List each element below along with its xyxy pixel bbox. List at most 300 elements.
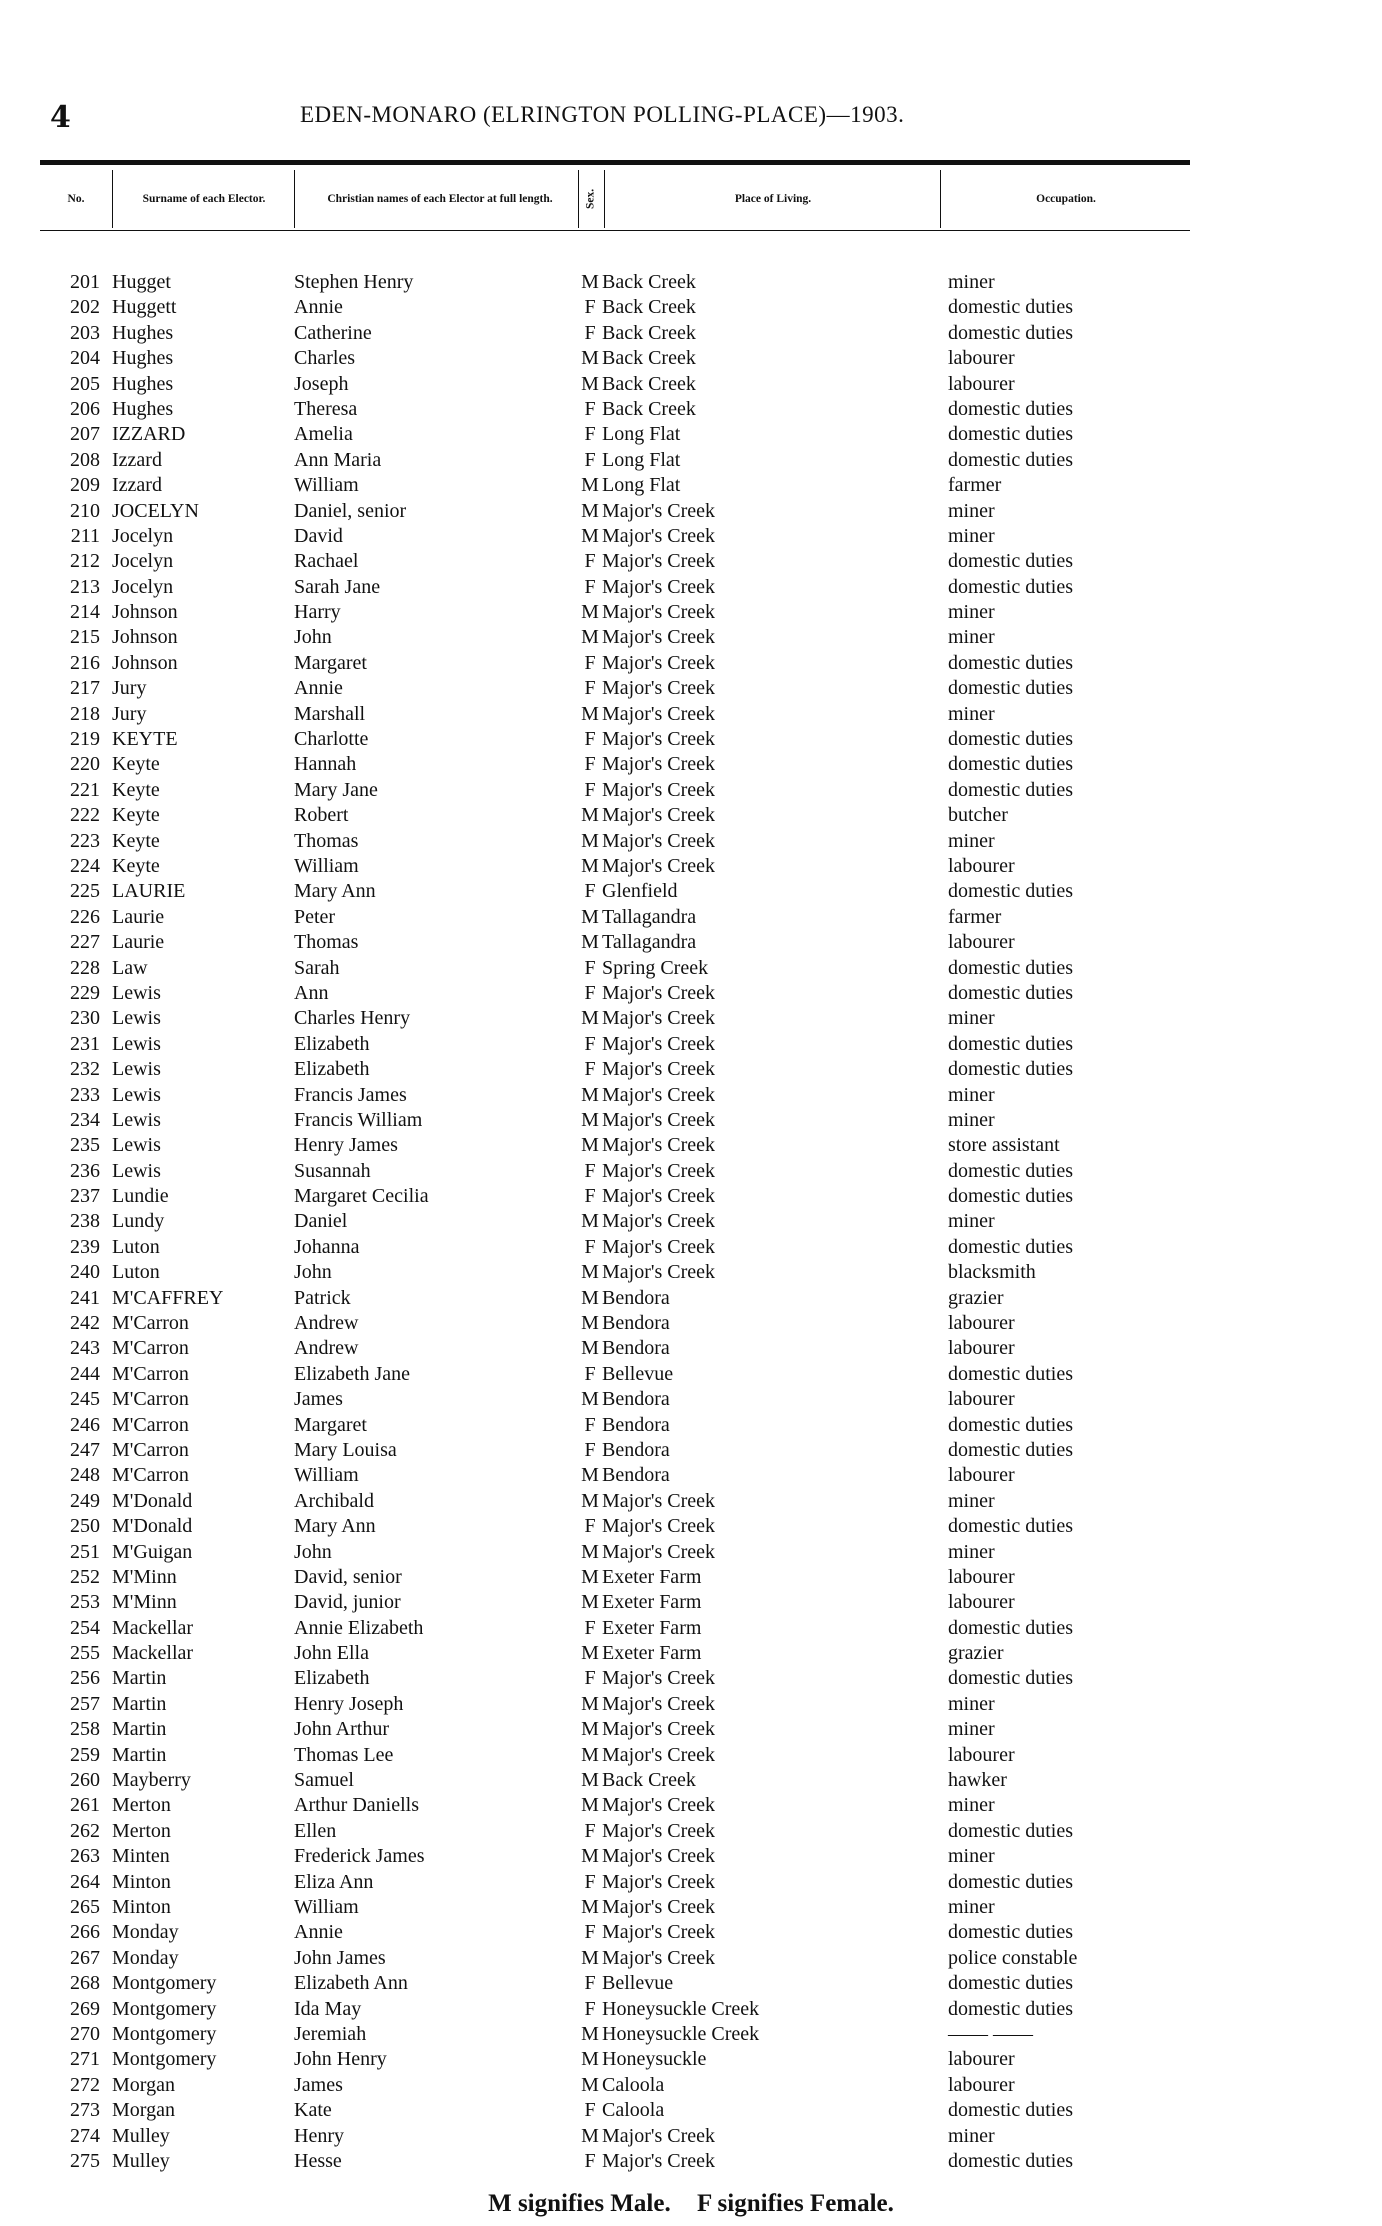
elector-sex: F bbox=[584, 296, 596, 319]
elector-christian-names: Sarah Jane bbox=[294, 575, 381, 598]
legend-male: M signifies Male. bbox=[488, 2190, 671, 2217]
elector-occupation: domestic duties bbox=[948, 296, 1073, 319]
elector-number: 217 bbox=[70, 677, 100, 700]
elector-surname: Johnson bbox=[112, 651, 178, 674]
elector-surname: Mayberry bbox=[112, 1769, 191, 1792]
electors-list bbox=[40, 270, 1190, 2174]
table-row bbox=[40, 981, 1190, 1006]
elector-christian-names: Mary Ann bbox=[294, 1515, 376, 1538]
elector-occupation: labourer bbox=[948, 2048, 1015, 2071]
elector-place-of-living: Spring Creek bbox=[602, 956, 709, 979]
elector-surname: Monday bbox=[112, 1921, 179, 1944]
elector-place-of-living: Major's Creek bbox=[602, 804, 716, 827]
elector-place-of-living: Major's Creek bbox=[602, 601, 716, 624]
elector-place-of-living: Back Creek bbox=[602, 347, 696, 370]
elector-surname: M'Donald bbox=[112, 1489, 193, 1512]
table-row bbox=[40, 1133, 1190, 1158]
table-row bbox=[40, 1692, 1190, 1717]
elector-occupation: domestic duties bbox=[948, 1972, 1073, 1995]
table-row bbox=[40, 778, 1190, 803]
elector-sex: F bbox=[584, 1921, 596, 1944]
elector-sex: M bbox=[581, 1540, 599, 1563]
elector-number: 259 bbox=[70, 1743, 100, 1766]
elector-place-of-living: Major's Creek bbox=[602, 1845, 716, 1868]
elector-place-of-living: Major's Creek bbox=[602, 1896, 716, 1918]
elector-christian-names: Francis William bbox=[294, 1108, 423, 1131]
elector-christian-names: Johanna bbox=[294, 1235, 360, 1258]
elector-place-of-living: Major's Creek bbox=[602, 829, 716, 852]
elector-number: 271 bbox=[70, 2048, 100, 2071]
elector-number: 232 bbox=[70, 1058, 100, 1081]
elector-occupation: domestic duties bbox=[948, 677, 1073, 700]
elector-sex: M bbox=[581, 1337, 599, 1360]
table-row bbox=[40, 473, 1190, 498]
elector-christian-names: Ann Maria bbox=[294, 448, 382, 471]
elector-sex: F bbox=[584, 1032, 596, 1055]
elector-number: 215 bbox=[70, 626, 100, 649]
elector-number: 231 bbox=[70, 1032, 100, 1055]
elector-place-of-living: Major's Creek bbox=[602, 728, 716, 751]
elector-sex: F bbox=[584, 753, 596, 776]
elector-sex: M bbox=[581, 829, 599, 852]
elector-place-of-living: Major's Creek bbox=[602, 1032, 716, 1055]
table-row bbox=[40, 295, 1190, 320]
elector-number: 239 bbox=[70, 1235, 100, 1258]
page-number: 4 bbox=[50, 100, 71, 135]
table-row bbox=[40, 1844, 1190, 1869]
table-row bbox=[40, 1463, 1190, 1488]
elector-surname: M'Minn bbox=[112, 1565, 177, 1588]
elector-christian-names: David, junior bbox=[294, 1591, 401, 1614]
table-row bbox=[40, 1514, 1190, 1539]
elector-number: 260 bbox=[70, 1769, 100, 1792]
elector-number: 227 bbox=[70, 931, 100, 954]
elector-surname: Jocelyn bbox=[112, 524, 174, 547]
elector-surname: M'Minn bbox=[112, 1591, 177, 1614]
elector-place-of-living: Major's Creek bbox=[602, 1946, 716, 1969]
elector-christian-names: Thomas bbox=[294, 931, 359, 954]
elector-occupation: domestic duties bbox=[948, 1616, 1073, 1639]
table-row bbox=[40, 1387, 1190, 1412]
elector-occupation: miner bbox=[948, 1083, 995, 1106]
elector-christian-names: Hannah bbox=[294, 753, 357, 776]
table-row bbox=[40, 1032, 1190, 1057]
column-header-surname: Surname of each Elector. bbox=[142, 192, 266, 205]
elector-sex: F bbox=[584, 1515, 596, 1538]
elector-occupation: labourer bbox=[948, 347, 1015, 370]
elector-place-of-living: Major's Creek bbox=[602, 1921, 716, 1944]
elector-place-of-living: Major's Creek bbox=[602, 1210, 716, 1233]
elector-occupation: blacksmith bbox=[948, 1261, 1036, 1284]
elector-surname: Minton bbox=[112, 1870, 171, 1893]
elector-place-of-living: Bendora bbox=[602, 1337, 670, 1360]
elector-sex: M bbox=[581, 1565, 599, 1588]
table-row bbox=[40, 1209, 1190, 1234]
elector-number: 236 bbox=[70, 1159, 100, 1182]
elector-sex: M bbox=[581, 1489, 599, 1512]
table-row bbox=[40, 1083, 1190, 1108]
elector-sex: M bbox=[581, 626, 599, 649]
elector-occupation: domestic duties bbox=[948, 1921, 1073, 1944]
elector-number: 240 bbox=[70, 1261, 100, 1284]
elector-surname: Mulley bbox=[112, 2149, 170, 2172]
table-row bbox=[40, 2098, 1190, 2123]
elector-christian-names: James bbox=[294, 1388, 343, 1411]
elector-christian-names: John bbox=[294, 626, 332, 649]
elector-number: 224 bbox=[70, 854, 100, 877]
elector-occupation: labourer bbox=[948, 2073, 1015, 2096]
table-row bbox=[40, 1540, 1190, 1565]
elector-occupation: labourer bbox=[948, 1464, 1015, 1487]
elector-occupation: domestic duties bbox=[948, 321, 1073, 344]
elector-surname: Martin bbox=[112, 1667, 167, 1690]
elector-place-of-living: Major's Creek bbox=[602, 550, 716, 573]
elector-occupation: domestic duties bbox=[948, 397, 1073, 420]
elector-christian-names: David, senior bbox=[294, 1565, 402, 1588]
elector-christian-names: Thomas bbox=[294, 829, 359, 852]
elector-place-of-living: Major's Creek bbox=[602, 651, 716, 674]
elector-number: 253 bbox=[70, 1591, 100, 1614]
elector-sex: F bbox=[584, 677, 596, 700]
elector-sex: M bbox=[581, 1896, 599, 1918]
elector-surname: Keyte bbox=[112, 804, 160, 827]
elector-sex: F bbox=[584, 321, 596, 344]
elector-occupation: domestic duties bbox=[948, 1159, 1073, 1182]
elector-christian-names: Annie bbox=[294, 1921, 343, 1944]
elector-sex: F bbox=[584, 550, 596, 573]
elector-surname: Jury bbox=[112, 702, 147, 725]
elector-christian-names: Mary Jane bbox=[294, 778, 378, 801]
elector-place-of-living: Caloola bbox=[602, 2073, 665, 2096]
elector-occupation: domestic duties bbox=[948, 1362, 1073, 1385]
elector-surname: Lundy bbox=[112, 1210, 165, 1233]
elector-christian-names: Elizabeth Jane bbox=[294, 1362, 411, 1385]
elector-number: 229 bbox=[70, 981, 100, 1004]
elector-sex: M bbox=[581, 1286, 599, 1309]
table-row bbox=[40, 1793, 1190, 1818]
elector-place-of-living: Bendora bbox=[602, 1464, 670, 1487]
elector-number: 266 bbox=[70, 1921, 100, 1944]
elector-occupation: domestic duties bbox=[948, 1185, 1073, 1208]
elector-surname: Law bbox=[112, 956, 148, 979]
elector-christian-names: Henry bbox=[294, 2124, 344, 2147]
elector-place-of-living: Bendora bbox=[602, 1286, 670, 1309]
elector-sex: F bbox=[584, 1185, 596, 1208]
elector-number: 267 bbox=[70, 1946, 100, 1969]
elector-place-of-living: Major's Creek bbox=[602, 1515, 716, 1538]
elector-sex: F bbox=[584, 981, 596, 1004]
elector-number: 212 bbox=[70, 550, 100, 573]
elector-surname: Morgan bbox=[112, 2099, 175, 2122]
elector-surname: Martin bbox=[112, 1743, 167, 1766]
table-row bbox=[40, 879, 1190, 904]
elector-christian-names: Sarah bbox=[294, 956, 340, 979]
elector-christian-names: Patrick bbox=[294, 1286, 351, 1309]
elector-number: 213 bbox=[70, 575, 100, 598]
elector-place-of-living: Glenfield bbox=[602, 880, 678, 903]
elector-place-of-living: Major's Creek bbox=[602, 1235, 716, 1258]
elector-occupation: miner bbox=[948, 524, 995, 547]
elector-sex: F bbox=[584, 1819, 596, 1842]
elector-place-of-living: Major's Creek bbox=[602, 981, 716, 1004]
elector-surname: Montgomery bbox=[112, 2048, 217, 2071]
elector-surname: Izzard bbox=[112, 474, 162, 497]
elector-surname: Lewis bbox=[112, 1159, 161, 1182]
table-row bbox=[40, 1286, 1190, 1311]
elector-christian-names: Catherine bbox=[294, 321, 372, 344]
elector-surname: Martin bbox=[112, 1692, 167, 1715]
elector-number: 258 bbox=[70, 1718, 100, 1741]
elector-surname: Minton bbox=[112, 1896, 171, 1918]
elector-occupation: miner bbox=[948, 1210, 995, 1233]
elector-christian-names: Daniel, senior bbox=[294, 499, 407, 522]
elector-number: 242 bbox=[70, 1312, 100, 1335]
elector-occupation: domestic duties bbox=[948, 2149, 1073, 2172]
elector-christian-names: Archibald bbox=[294, 1489, 374, 1512]
elector-place-of-living: Major's Creek bbox=[602, 1540, 716, 1563]
elector-place-of-living: Tallagandra bbox=[602, 905, 697, 928]
elector-sex: F bbox=[584, 1438, 596, 1461]
elector-sex: M bbox=[581, 905, 599, 928]
elector-sex: M bbox=[581, 372, 599, 395]
column-divider bbox=[940, 170, 941, 228]
elector-surname: M'Carron bbox=[112, 1337, 189, 1360]
column-header-no: No. bbox=[67, 192, 85, 205]
elector-number: 257 bbox=[70, 1692, 100, 1715]
elector-number: 209 bbox=[70, 474, 100, 497]
elector-surname: M'Carron bbox=[112, 1388, 189, 1411]
elector-occupation: domestic duties bbox=[948, 1058, 1073, 1081]
elector-occupation: miner bbox=[948, 1794, 995, 1817]
elector-occupation: miner bbox=[948, 1540, 995, 1563]
table-row bbox=[40, 1819, 1190, 1844]
elector-surname: KEYTE bbox=[112, 728, 178, 751]
elector-place-of-living: Major's Creek bbox=[602, 778, 716, 801]
elector-christian-names: David bbox=[294, 524, 343, 547]
elector-place-of-living: Bellevue bbox=[602, 1972, 674, 1995]
elector-surname: Montgomery bbox=[112, 1997, 217, 2020]
elector-christian-names: John Arthur bbox=[294, 1718, 389, 1741]
elector-occupation: domestic duties bbox=[948, 778, 1073, 801]
elector-place-of-living: Long Flat bbox=[602, 474, 681, 497]
elector-surname: Hughes bbox=[112, 347, 174, 370]
elector-surname: Huggett bbox=[112, 296, 177, 319]
elector-surname: Hughes bbox=[112, 397, 174, 420]
elector-number: 261 bbox=[70, 1794, 100, 1817]
elector-number: 201 bbox=[70, 271, 100, 293]
elector-occupation: domestic duties bbox=[948, 728, 1073, 751]
elector-surname: Johnson bbox=[112, 601, 178, 624]
elector-number: 228 bbox=[70, 956, 100, 979]
elector-sex: F bbox=[584, 651, 596, 674]
elector-place-of-living: Major's Creek bbox=[602, 575, 716, 598]
elector-christian-names: Andrew bbox=[294, 1337, 359, 1360]
elector-number: 216 bbox=[70, 651, 100, 674]
table-row bbox=[40, 905, 1190, 930]
elector-christian-names: Andrew bbox=[294, 1312, 359, 1335]
elector-occupation: store assistant bbox=[948, 1134, 1060, 1157]
elector-place-of-living: Back Creek bbox=[602, 296, 696, 319]
elector-number: 211 bbox=[70, 524, 100, 547]
elector-surname: Keyte bbox=[112, 778, 160, 801]
elector-number: 219 bbox=[70, 728, 100, 751]
table-row bbox=[40, 372, 1190, 397]
column-header-sex: Sex. bbox=[584, 188, 597, 210]
elector-occupation: miner bbox=[948, 601, 995, 624]
table-row bbox=[40, 1006, 1190, 1031]
table-row bbox=[40, 1870, 1190, 1895]
elector-occupation: domestic duties bbox=[948, 956, 1073, 979]
elector-sex: M bbox=[581, 1312, 599, 1335]
elector-christian-names: Kate bbox=[294, 2099, 332, 2122]
elector-occupation: domestic duties bbox=[948, 1870, 1073, 1893]
elector-occupation: domestic duties bbox=[948, 1032, 1073, 1055]
table-row bbox=[40, 1971, 1190, 1996]
footer-legend bbox=[0, 2190, 1382, 2218]
elector-sex: F bbox=[584, 2149, 596, 2172]
elector-sex: M bbox=[581, 804, 599, 827]
elector-christian-names: Harry bbox=[294, 601, 341, 624]
elector-sex: M bbox=[581, 2022, 599, 2045]
elector-occupation: miner bbox=[948, 829, 995, 852]
elector-number: 250 bbox=[70, 1515, 100, 1538]
elector-sex: F bbox=[584, 1159, 596, 1182]
elector-surname: Mackellar bbox=[112, 1616, 194, 1639]
legend-female: F signifies Female. bbox=[696, 2190, 894, 2217]
elector-number: 221 bbox=[70, 778, 100, 801]
elector-surname: M'Carron bbox=[112, 1413, 189, 1436]
elector-place-of-living: Bellevue bbox=[602, 1362, 674, 1385]
elector-sex: M bbox=[581, 1743, 599, 1766]
elector-sex: M bbox=[581, 1718, 599, 1741]
table-row bbox=[40, 422, 1190, 447]
elector-surname: LAURIE bbox=[112, 880, 186, 903]
elector-surname: Lewis bbox=[112, 1108, 161, 1131]
table-row bbox=[40, 1768, 1190, 1793]
elector-surname: Hughes bbox=[112, 372, 174, 395]
elector-occupation: domestic duties bbox=[948, 1438, 1073, 1461]
elector-place-of-living: Major's Creek bbox=[602, 2124, 716, 2147]
elector-surname: Jocelyn bbox=[112, 550, 174, 573]
elector-place-of-living: Major's Creek bbox=[602, 1718, 716, 1741]
elector-christian-names: Eliza Ann bbox=[294, 1870, 374, 1893]
elector-christian-names: John Ella bbox=[294, 1642, 369, 1665]
table-row bbox=[40, 1616, 1190, 1641]
elector-place-of-living: Major's Creek bbox=[602, 1794, 716, 1817]
elector-surname: IZZARD bbox=[112, 423, 186, 446]
elector-surname: Minten bbox=[112, 1845, 170, 1868]
elector-occupation: domestic duties bbox=[948, 753, 1073, 776]
elector-number: 237 bbox=[70, 1185, 100, 1208]
elector-surname: Izzard bbox=[112, 448, 162, 471]
elector-sex: F bbox=[584, 1870, 596, 1893]
column-divider bbox=[578, 170, 579, 228]
elector-number: 274 bbox=[70, 2124, 100, 2147]
elector-number: 205 bbox=[70, 372, 100, 395]
elector-surname: Lewis bbox=[112, 1007, 161, 1030]
elector-occupation: miner bbox=[948, 1489, 995, 1512]
elector-number: 203 bbox=[70, 321, 100, 344]
column-divider bbox=[294, 170, 295, 228]
elector-number: 256 bbox=[70, 1667, 100, 1690]
elector-surname: Lundie bbox=[112, 1185, 169, 1208]
elector-occupation: —— —— bbox=[948, 2022, 1033, 2045]
column-divider bbox=[604, 170, 605, 228]
elector-occupation: miner bbox=[948, 1692, 995, 1715]
elector-occupation: labourer bbox=[948, 1388, 1015, 1411]
elector-sex: M bbox=[581, 1210, 599, 1233]
table-row bbox=[40, 1895, 1190, 1920]
elector-surname: Keyte bbox=[112, 829, 160, 852]
elector-occupation: grazier bbox=[948, 1286, 1004, 1309]
elector-christian-names: Mary Louisa bbox=[294, 1438, 397, 1461]
table-row bbox=[40, 1920, 1190, 1945]
elector-place-of-living: Tallagandra bbox=[602, 931, 697, 954]
elector-place-of-living: Honeysuckle Creek bbox=[602, 2022, 760, 2045]
elector-number: 269 bbox=[70, 1997, 100, 2020]
elector-number: 264 bbox=[70, 1870, 100, 1893]
elector-sex: M bbox=[581, 271, 599, 293]
elector-occupation: domestic duties bbox=[948, 880, 1073, 903]
elector-place-of-living: Exeter Farm bbox=[602, 1616, 702, 1639]
elector-place-of-living: Major's Creek bbox=[602, 753, 716, 776]
elector-christian-names: John bbox=[294, 1261, 332, 1284]
table-row bbox=[40, 1997, 1190, 2022]
elector-christian-names: Stephen Henry bbox=[294, 271, 414, 293]
elector-place-of-living: Major's Creek bbox=[602, 626, 716, 649]
elector-christian-names: Theresa bbox=[294, 397, 358, 420]
elector-number: 265 bbox=[70, 1896, 100, 1918]
elector-sex: F bbox=[584, 397, 596, 420]
elector-sex: F bbox=[584, 728, 596, 751]
elector-sex: M bbox=[581, 1464, 599, 1487]
elector-place-of-living: Major's Creek bbox=[602, 1159, 716, 1182]
elector-number: 244 bbox=[70, 1362, 100, 1385]
elector-occupation: labourer bbox=[948, 1591, 1015, 1614]
elector-occupation: miner bbox=[948, 1007, 995, 1030]
elector-sex: M bbox=[581, 1692, 599, 1715]
elector-place-of-living: Exeter Farm bbox=[602, 1591, 702, 1614]
header-rule bbox=[40, 160, 1190, 165]
elector-christian-names: Henry Joseph bbox=[294, 1692, 404, 1715]
elector-place-of-living: Long Flat bbox=[602, 423, 681, 446]
elector-place-of-living: Major's Creek bbox=[602, 1108, 716, 1131]
elector-christian-names: Hesse bbox=[294, 2149, 342, 2172]
elector-sex: M bbox=[581, 854, 599, 877]
table-row bbox=[40, 321, 1190, 346]
elector-sex: F bbox=[584, 1235, 596, 1258]
table-row bbox=[40, 651, 1190, 676]
elector-sex: M bbox=[581, 1794, 599, 1817]
table-row bbox=[40, 1590, 1190, 1615]
table-row bbox=[40, 1641, 1190, 1666]
elector-christian-names: James bbox=[294, 2073, 343, 2096]
table-row bbox=[40, 2073, 1190, 2098]
elector-christian-names: Charlotte bbox=[294, 728, 369, 751]
table-row bbox=[40, 829, 1190, 854]
elector-sex: M bbox=[581, 931, 599, 954]
elector-sex: F bbox=[584, 1058, 596, 1081]
elector-surname: Martin bbox=[112, 1718, 167, 1741]
table-row bbox=[40, 956, 1190, 981]
elector-number: 272 bbox=[70, 2073, 100, 2096]
elector-sex: M bbox=[581, 1083, 599, 1106]
elector-place-of-living: Exeter Farm bbox=[602, 1642, 702, 1665]
elector-place-of-living: Major's Creek bbox=[602, 1870, 716, 1893]
elector-number: 230 bbox=[70, 1007, 100, 1030]
column-header-christian: Christian names of each Elector at full length. bbox=[327, 192, 553, 205]
elector-surname: Hughes bbox=[112, 321, 174, 344]
